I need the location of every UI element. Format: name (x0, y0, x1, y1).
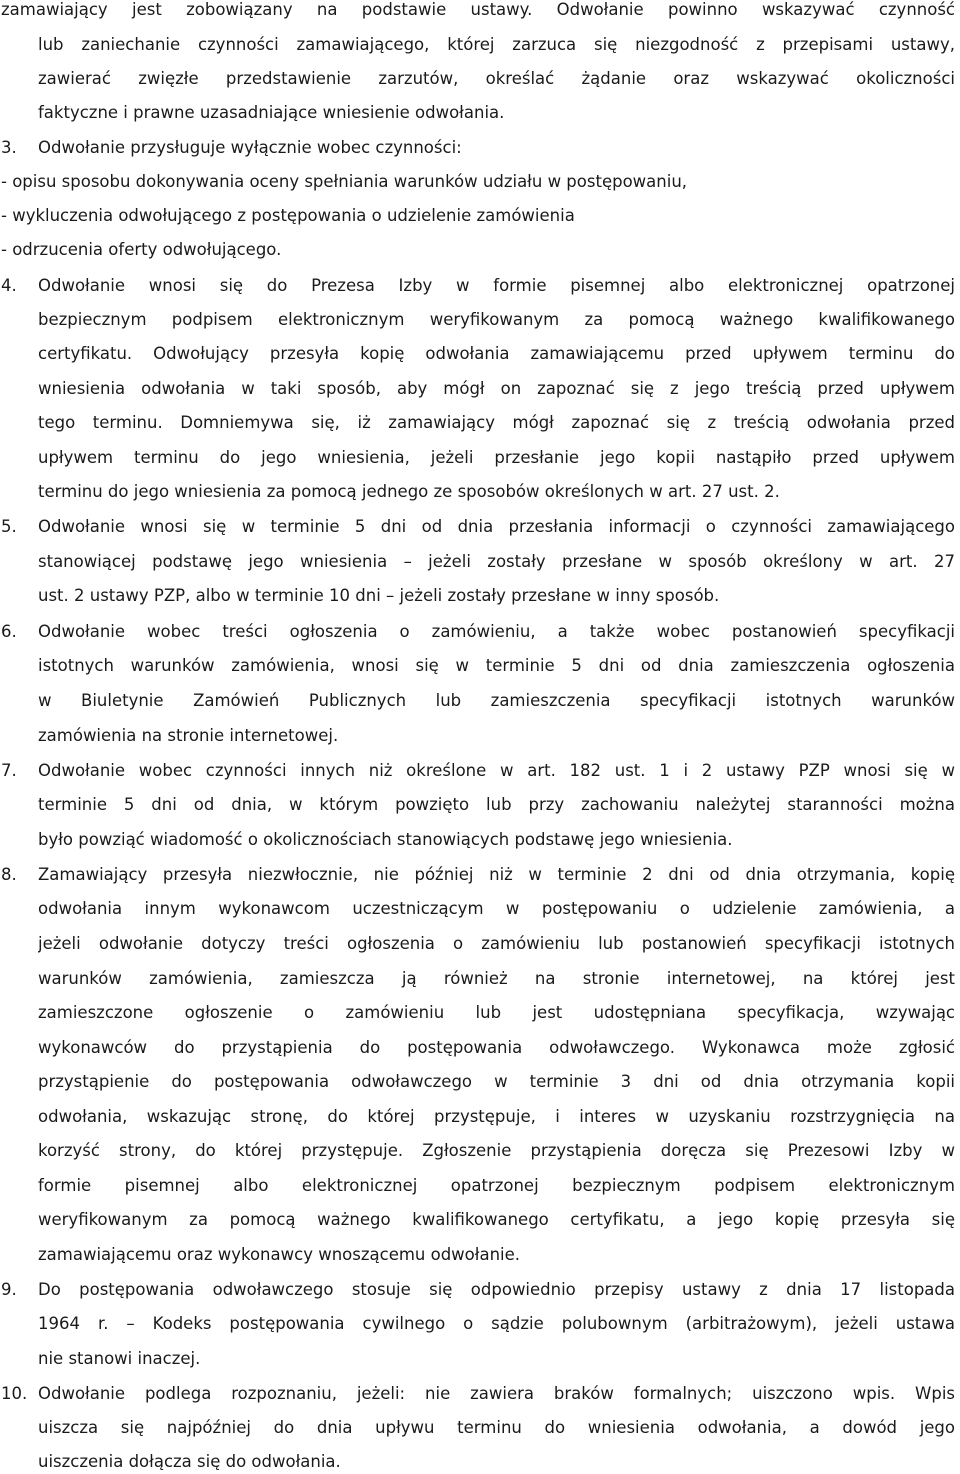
text-line: faktyczne i prawne uzasadniające wniesienie odwołania. (38, 103, 505, 122)
text-line: bezpiecznym podpisem elektronicznym weryfikowanym za pomocą ważnego kwalifikowanego (38, 310, 955, 329)
text-line: zamawiający jest zobowiązany na podstawie ustawy. Odwołanie powinno wskazywać czynność (1, 0, 955, 19)
item-number: 4. (1, 276, 17, 295)
text-line: Zamawiający przesyła niezwłocznie, nie później niż w terminie 2 dni od dnia otrzymania, kopię (38, 865, 955, 884)
text-line: nie stanowi inaczej. (38, 1349, 201, 1368)
text-line: Odwołanie wobec czynności innych niż określone w art. 182 ust. 1 i 2 ustawy PZP wnosi się w (38, 761, 955, 780)
text-line: ust. 2 ustawy PZP, albo w terminie 10 dni – jeżeli zostały przesłane w inny sposób. (38, 586, 720, 605)
item-number: 8. (1, 865, 17, 884)
text-line: - wykluczenia odwołującego z postępowania o udzielenie zamówienia (1, 206, 575, 225)
item-number: 10. (1, 1384, 28, 1403)
text-line: wykonawców do przystąpienia do postępowania odwoławczego. Wykonawca może zgłosić (38, 1038, 955, 1057)
text-line: - opisu sposobu dokonywania oceny spełniania warunków udziału w postępowaniu, (1, 172, 688, 191)
text-line: certyfikatu. Odwołujący przesyła kopię odwołania zamawiającemu przed upływem terminu do (38, 344, 955, 363)
text-line: 1964 r. – Kodeks postępowania cywilnego o sądzie polubownym (arbitrażowym), jeżeli ustawa (38, 1314, 955, 1333)
text-line: zamówienia na stronie internetowej. (38, 726, 339, 745)
text-line: zawierać zwięzłe przedstawienie zarzutów, określać żądanie oraz wskazywać okoliczności (38, 69, 955, 88)
text-line: warunków zamówienia, zamieszcza ją również na stronie internetowej, na której jest (38, 969, 955, 988)
text-line: terminu do jego wniesienia za pomocą jednego ze sposobów określonych w art. 27 ust. 2. (38, 482, 780, 501)
text-line: korzyść strony, do której przystępuje. Zgłoszenie przystąpienia doręcza się Prezesowi Izby w (38, 1141, 955, 1160)
text-line: istotnych warunków zamówienia, wnosi się w terminie 5 dni od dnia zamieszczenia ogłoszenia (38, 656, 955, 675)
text-line: uiszczenia dołącza się do odwołania. (38, 1452, 341, 1471)
item-number: 7. (1, 761, 17, 780)
text-line: upływem terminu do jego wniesienia, jeżeli przesłanie jego kopii nastąpiło przed upływem (38, 448, 955, 467)
text-line: Odwołanie wnosi się w terminie 5 dni od dnia przesłania informacji o czynności zamawiającego (38, 517, 955, 536)
item-number: 9. (1, 1280, 17, 1299)
text-line: Odwołanie przysługuje wyłącznie wobec czynności: (38, 138, 462, 157)
text-line: Do postępowania odwoławczego stosuje się odpowiednio przepisy ustawy z dnia 17 listopada (38, 1280, 955, 1299)
text-line: jeżeli odwołanie dotyczy treści ogłoszenia o zamówieniu lub postanowień specyfikacji istotnych (38, 934, 955, 953)
text-line: lub zaniechanie czynności zamawiającego, której zarzuca się niezgodność z przepisami ustawy, (38, 35, 955, 54)
text-line: odwołania innym wykonawcom uczestniczącym w postępowaniu o udzielenie zamówienia, a (38, 899, 955, 918)
text-line: zamieszczone ogłoszenie o zamówieniu lub jest udostępniana specyfikacja, wzywając (38, 1003, 955, 1022)
item-number: 3. (1, 138, 17, 157)
text-line: weryfikowanym za pomocą ważnego kwalifikowanego certyfikatu, a jego kopię przesyła się (38, 1210, 955, 1229)
text-line: uiszcza się najpóźniej do dnia upływu terminu do wniesienia odwołania, a dowód jego (38, 1418, 955, 1437)
text-line: odwołania, wskazując stronę, do której przystępuje, i interes w uzyskaniu rozstrzygnięcia na (38, 1107, 955, 1126)
text-line: w Biuletynie Zamówień Publicznych lub zamieszczenia specyfikacji istotnych warunków (38, 691, 955, 710)
text-line: było powziąć wiadomość o okolicznościach stanowiących podstawę jego wniesienia. (38, 830, 733, 849)
text-line: terminie 5 dni od dnia, w którym powzięto lub przy zachowaniu należytej staranności można (38, 795, 955, 814)
text-line: formie pisemnej albo elektronicznej opatrzonej bezpiecznym podpisem elektronicznym (38, 1176, 955, 1195)
item-number: 6. (1, 622, 17, 641)
text-line: tego terminu. Domniemywa się, iż zamawiający mógł zapoznać się z treścią odwołania przed (38, 413, 955, 432)
text-line: stanowiącej podstawę jego wniesienia – jeżeli zostały przesłane w sposób określony w art. 27 (38, 552, 955, 571)
item-number: 5. (1, 517, 17, 536)
text-line: Odwołanie wobec treści ogłoszenia o zamówieniu, a także wobec postanowień specyfikacji (38, 622, 955, 641)
text-line: zamawiającemu oraz wykonawcy wnoszącemu odwołanie. (38, 1245, 521, 1264)
text-line: przystąpienie do postępowania odwoławczego w terminie 3 dni od dnia otrzymania kopii (38, 1072, 955, 1091)
text-line: - odrzucenia oferty odwołującego. (1, 240, 282, 259)
text-line: wniesienia odwołania w taki sposób, aby mógł on zapoznać się z jego treścią przed upływem (38, 379, 955, 398)
text-line: Odwołanie wnosi się do Prezesa Izby w formie pisemnej albo elektronicznej opatrzonej (38, 276, 955, 295)
text-line: Odwołanie podlega rozpoznaniu, jeżeli: nie zawiera braków formalnych; uiszczono wpis. Wpis (38, 1384, 955, 1403)
